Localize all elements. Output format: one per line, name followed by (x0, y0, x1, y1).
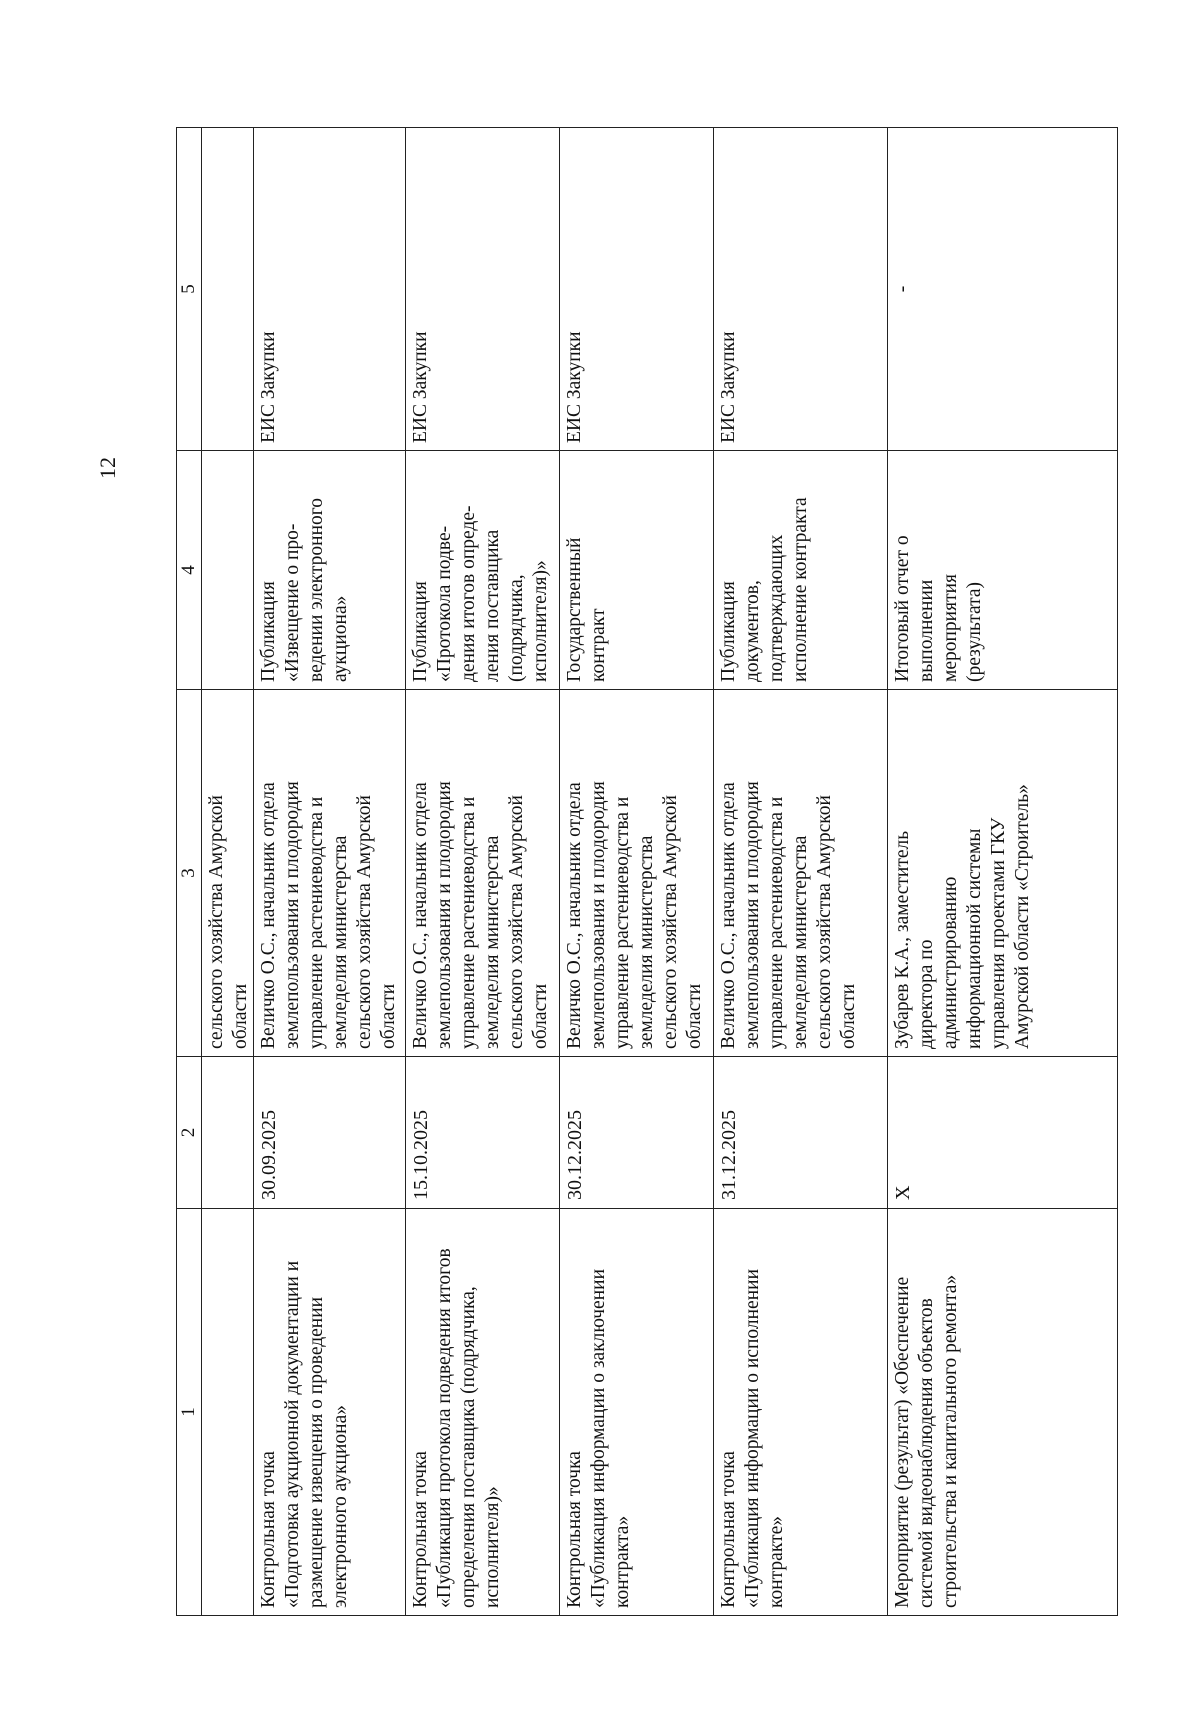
cell-line: исполнителя)» (530, 560, 551, 682)
carry-over-cell-4 (202, 451, 254, 690)
cell-line: Публикация (410, 581, 431, 682)
responsible-cell (714, 690, 888, 1057)
cell-line: контракта» (612, 1515, 633, 1608)
cell-line: подтверждающих (766, 534, 787, 682)
cell-line: области (230, 983, 251, 1049)
cell-line: области (838, 983, 859, 1049)
date-cell: 15.10.2025 (406, 1057, 560, 1209)
cell-line: аукциона» (330, 595, 351, 682)
cell-line: Государственный (564, 537, 585, 682)
cell-line: мероприятия (940, 573, 961, 682)
cell-line: (подрядчика, (506, 574, 527, 682)
cell-line: землепользования и плодородия (434, 781, 455, 1049)
cell-line: земледелия министерства (790, 835, 811, 1049)
cell-line: «Протокола подве- (434, 525, 455, 682)
system-cell: ЕИС Закупки (714, 128, 888, 451)
carry-over-cell-3 (202, 690, 254, 1057)
event-cell (406, 1209, 560, 1616)
cell-line: ления поставщика (482, 529, 503, 682)
page-number: 12 (95, 457, 120, 479)
cell-line: землепользования и плодородия (742, 781, 763, 1049)
system-cell: ЕИС Закупки (406, 128, 560, 451)
cell-line: земледелия министерства (330, 835, 351, 1049)
cell-line: строительства и капитального ремонта» (940, 1274, 961, 1608)
carry-over-cell-5 (202, 128, 254, 451)
cell-line: системой видеонаблюдения объектов (916, 1298, 937, 1608)
cell-line: директора по (916, 939, 937, 1049)
event-cell (888, 1209, 1118, 1616)
system-cell: - (888, 128, 1118, 451)
responsible-cell (254, 690, 406, 1057)
cell-line: «Подготовка аукционной документации и (282, 1260, 303, 1608)
cell-line: Итоговый отчет о (892, 535, 913, 682)
control-points-table (176, 127, 1118, 1616)
cell-line: Величко О.С., начальник отдела (718, 782, 739, 1049)
document-cell (714, 451, 888, 690)
cell-line: Контрольная точка (410, 1451, 431, 1608)
cell-line: земледелия министерства (482, 835, 503, 1049)
cell-line: управление растениеводства и (458, 796, 479, 1049)
cell-line: сельского хозяйства Амурской (354, 795, 375, 1049)
responsible-cell (888, 690, 1118, 1057)
cell-line: документов, (742, 580, 763, 682)
cell-line: сельского хозяйства Амурской (206, 795, 227, 1049)
cell-line: информационной системы (964, 828, 985, 1049)
cell-line: сельского хозяйства Амурской (506, 795, 527, 1049)
cell-line: области (378, 983, 399, 1049)
rotated-table-container (176, 128, 1102, 1616)
cell-line: дения итогов опреде- (458, 505, 479, 682)
document-cell (888, 451, 1118, 690)
column-header-5: 5 (177, 128, 202, 451)
cell-line: Величко О.С., начальник отдела (410, 782, 431, 1049)
cell-line: администрированию (940, 876, 961, 1049)
cell-line: Публикация (718, 581, 739, 682)
event-cell (254, 1209, 406, 1616)
system-cell: ЕИС Закупки (560, 128, 714, 451)
responsible-cell (560, 690, 714, 1057)
document-cell (406, 451, 560, 690)
cell-line: Величко О.С., начальник отдела (258, 782, 279, 1049)
date-cell: 30.09.2025 (254, 1057, 406, 1209)
table-row (560, 128, 714, 1616)
cell-line: «Публикация информации о заключении (588, 1268, 609, 1608)
column-header-4: 4 (177, 451, 202, 690)
cell-line: земледелия министерства (636, 835, 657, 1049)
carry-over-cell-1 (202, 1209, 254, 1616)
carry-over-cell-2 (202, 1057, 254, 1209)
cell-line: управление растениеводства и (612, 796, 633, 1049)
document-cell (254, 451, 406, 690)
cell-line: размещение извещения о проведении (306, 1296, 327, 1608)
column-header-1: 1 (177, 1209, 202, 1616)
system-cell: ЕИС Закупки (254, 128, 406, 451)
cell-line: исполнение контракта (790, 497, 811, 682)
cell-line: «Публикация протокола подведения итогов (434, 1248, 455, 1608)
document-cell (560, 451, 714, 690)
table-row (714, 128, 888, 1616)
cell-line: управление растениеводства и (306, 796, 327, 1049)
cell-line: управления проектами ГКУ (988, 817, 1009, 1049)
cell-line: области (684, 983, 705, 1049)
cell-line: контракте» (766, 1516, 787, 1608)
column-header-2: 2 (177, 1057, 202, 1209)
cell-line: Контрольная точка (258, 1451, 279, 1608)
column-number-row (177, 128, 202, 1616)
cell-line: выполнении (916, 579, 937, 682)
cell-line: электронного аукциона» (330, 1405, 351, 1608)
table-row (888, 128, 1118, 1616)
cell-line: области (530, 983, 551, 1049)
date-cell: Х (888, 1057, 1118, 1209)
cell-line: определения поставщика (подрядчика, (458, 1286, 479, 1608)
cell-line: исполнителя)» (482, 1486, 503, 1608)
responsible-cell (406, 690, 560, 1057)
cell-line: землепользования и плодородия (282, 781, 303, 1049)
cell-line: Мероприятие (результат) «Обеспечение (892, 1276, 913, 1608)
carry-over-row (202, 128, 254, 1616)
column-header-3: 3 (177, 690, 202, 1057)
cell-line: «Извещение о про- (282, 523, 303, 682)
cell-line: Величко О.С., начальник отдела (564, 782, 585, 1049)
cell-line: сельского хозяйства Амурской (814, 795, 835, 1049)
date-cell: 30.12.2025 (560, 1057, 714, 1209)
cell-line: (результата) (964, 581, 985, 682)
event-cell (560, 1209, 714, 1616)
cell-line: «Публикация информации о исполнении (742, 1268, 763, 1608)
cell-line: Публикация (258, 581, 279, 682)
table-row (406, 128, 560, 1616)
table-row (254, 128, 406, 1616)
cell-line: Контрольная точка (718, 1451, 739, 1608)
cell-line: управление растениеводства и (766, 796, 787, 1049)
cell-line: Амурской области «Строитель» (1012, 784, 1033, 1049)
date-cell: 31.12.2025 (714, 1057, 888, 1209)
cell-line: сельского хозяйства Амурской (660, 795, 681, 1049)
cell-line: землепользования и плодородия (588, 781, 609, 1049)
event-cell (714, 1209, 888, 1616)
cell-line: контракт (588, 608, 609, 682)
cell-line: Зубарев К.А., заместитель (892, 830, 913, 1049)
cell-line: ведении электронного (306, 497, 327, 682)
cell-line: Контрольная точка (564, 1451, 585, 1608)
